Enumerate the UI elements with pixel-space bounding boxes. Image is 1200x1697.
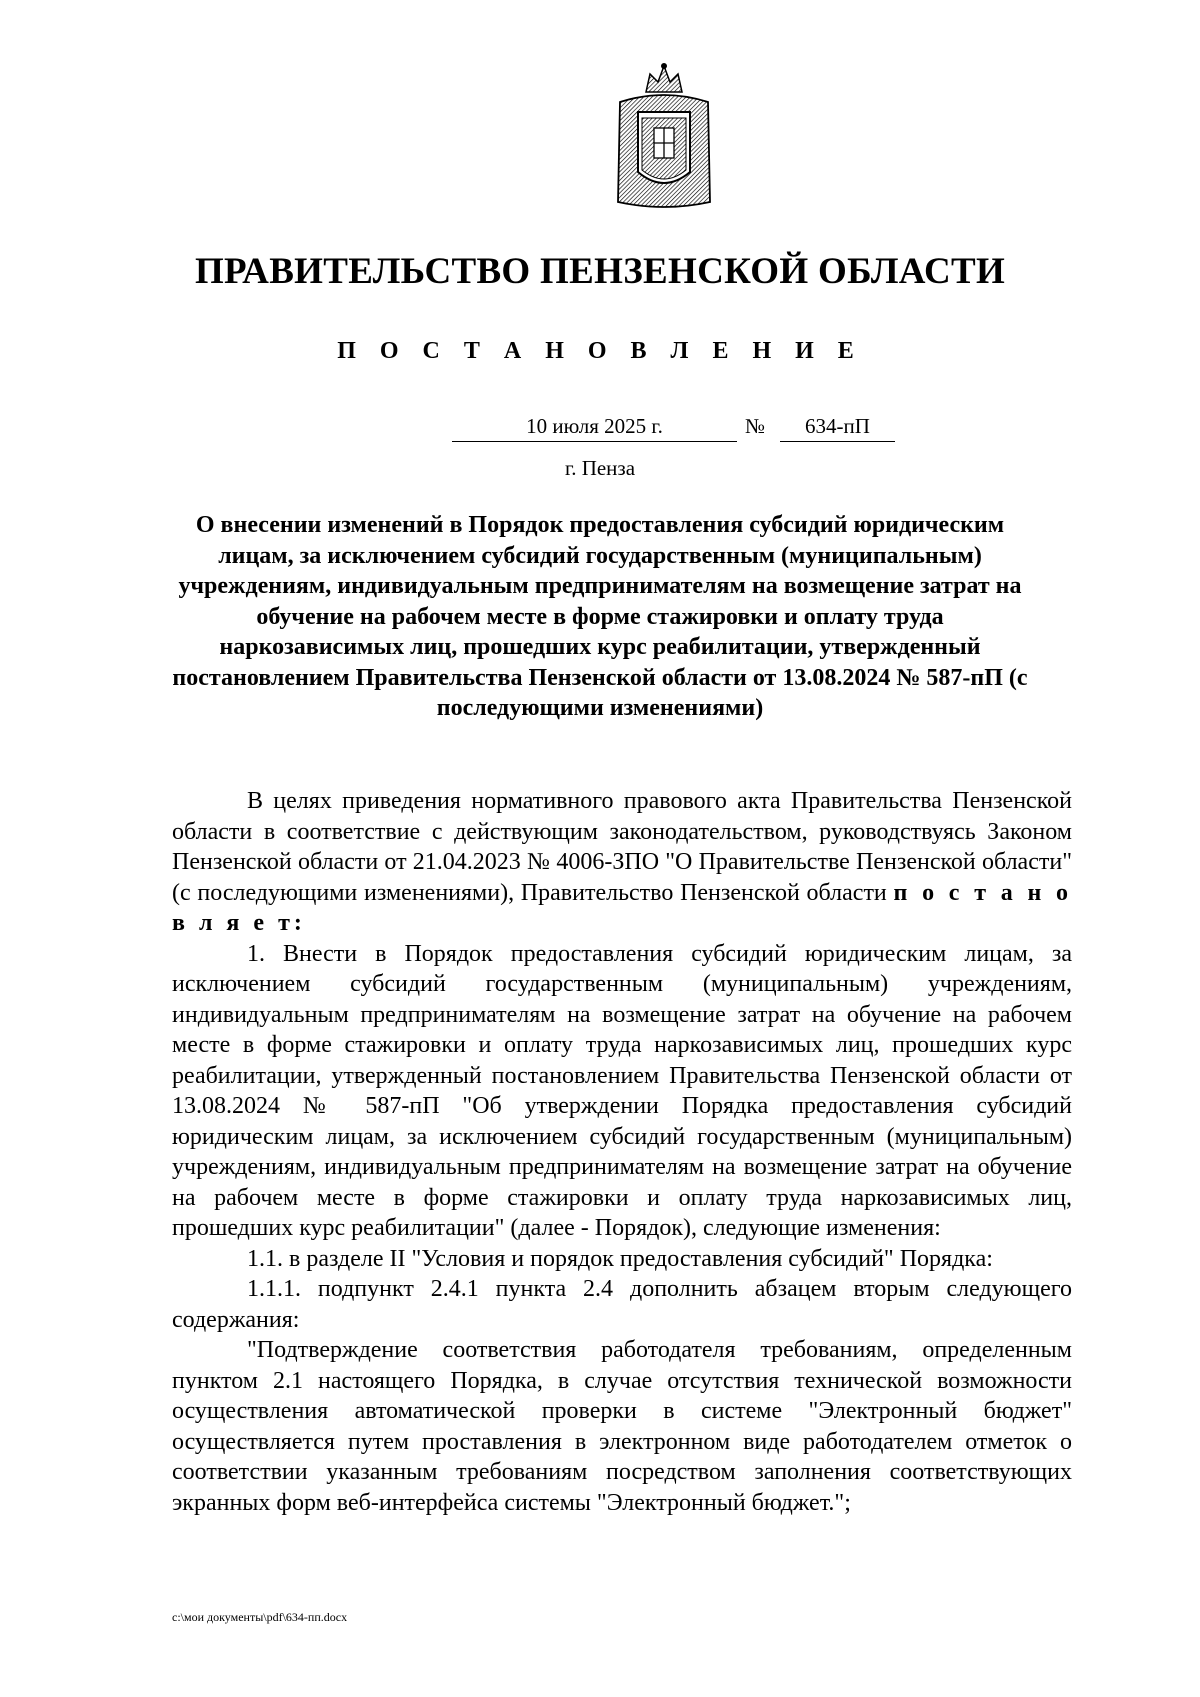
- number-sign: №: [745, 414, 766, 438]
- coat-of-arms-icon: [606, 62, 722, 212]
- document-date: 10 июля 2025 г.: [452, 414, 737, 442]
- paragraph-1-1-1: 1.1.1. подпункт 2.4.1 пункта 2.4 дополнить абзацем вторым следующего содержания:: [172, 1276, 1072, 1333]
- paragraph-1-1: 1.1. в разделе II "Условия и порядок предоставления субсидий" Порядка:: [247, 1245, 993, 1272]
- government-name: ПРАВИТЕЛЬСТВО ПЕНЗЕНСКОЙ ОБЛАСТИ: [194, 251, 1006, 292]
- resolves-word: п о с т а н о в л я е т:: [172, 879, 1072, 936]
- paragraph-1: 1. Внести в Порядок предоставления субсидий юридическим лицам, за исключением субсидий государственным (муниципальным) учреждениям, индивидуальным предпринимателям на возмещение затрат на обучение на рабочем месте в форме стажировки и оплату труда наркозависимых лиц, прошедших курс реабилитации, утвержденный постановлением Правительства Пензенской области от 13.08.2024 № 587-пП "Об утверждении Порядка предоставления субсидий юридическим лицам, за исключением субсидий государственным (муниципальным) учреждениям, индивидуальным предпринимателям на возмещение затрат на обучение на рабочем месте в форме стажировки и оплату труда наркозависимых лиц, прошедших курс реабилитации" (далее - Порядок), следующие изменения:: [172, 940, 1072, 1241]
- document-body: [172, 786, 1072, 1518]
- preamble-paragraph: [172, 786, 1072, 939]
- document-type: П О С Т А Н О В Л Е Н И Е: [337, 338, 863, 364]
- quoted-paragraph: "Подтверждение соответствия работодателя требованиям, определенным пунктом 2.1 настоящего Порядка, в случае отсутствия технической возможности осуществления автоматической проверки в системе "Электронный бюджет" осуществляется путем проставления в электронном виде работодателем отметок о соответствии указанным требованиям посредством заполнения соответствующих экранных форм веб-интерфейса системы "Электронный бюджет.";: [172, 1337, 1072, 1516]
- preamble-text: В целях приведения нормативного правового акта Правительства Пензенской области в соответствие с действующим законодательством, руководствуясь Законом Пензенской области от 21.04.2023 № 4006-ЗПО "О Правительстве Пензенской области" (с последующими изменениями), Правительство Пензенской области: [172, 788, 1072, 906]
- document-title: О внесении изменений в Порядок предоставления субсидий юридическим лицам, за исключением субсидий государственным (муниципальным) учреждениям, индивидуальным предпринимателям на возмещение затрат на обучение на рабочем месте в форме стажировки и оплату труда наркозависимых лиц, прошедших курс реабилитации, утвержденный постановлением Правительства Пензенской области от 13.08.2024 № 587-пП (с последующими изменениями): [172, 512, 1028, 721]
- document-number: 634-пП: [780, 414, 895, 442]
- file-path-footer: c:\мои документы\pdf\634-пп.docx: [172, 1610, 348, 1624]
- city: г. Пенза: [564, 456, 636, 480]
